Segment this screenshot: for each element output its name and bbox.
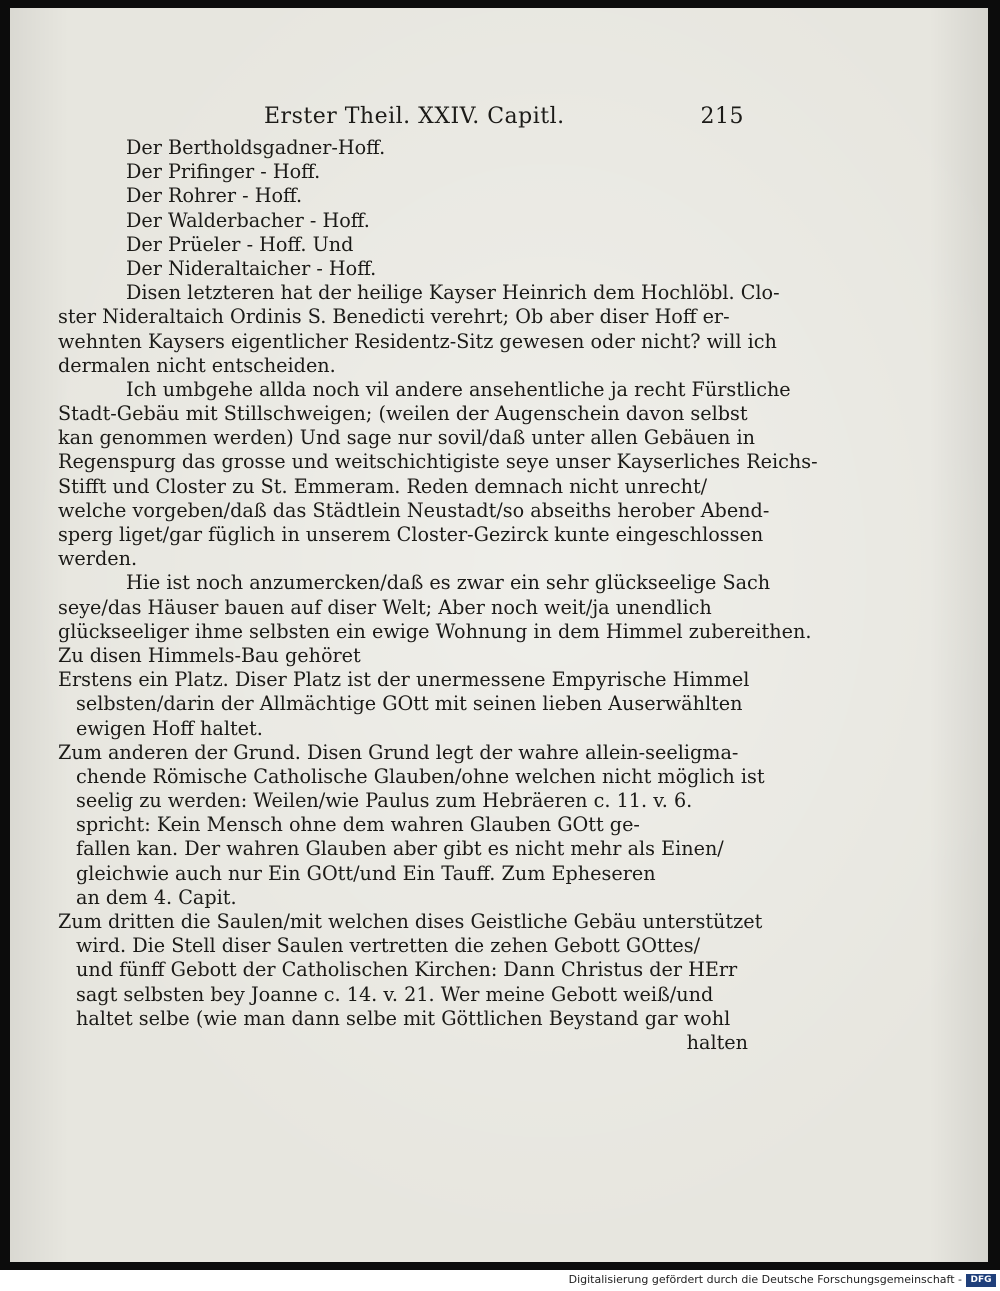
text-line: glückseeliger ihme selbsten ein ewige Wohnung in dem Himmel zubereithen. <box>58 619 812 643</box>
funding-credit: Digitalisierung gefördert durch die Deutsche Forschungsgemeinschaft - <box>568 1273 962 1286</box>
text-line: welche vorgeben/daß das Städtlein Neustadt/so abseiths herober Abend- <box>58 498 770 522</box>
text-line: sperg liget/gar füglich in unserem Closter-Gezirck kunte eingeschlossen <box>58 523 764 546</box>
text-line: Regenspurg das grosse und weitschichtigiste seye unser Kayserliches Reichs- <box>58 450 818 474</box>
page-number: 215 <box>700 104 744 129</box>
digitization-footer <box>0 1270 1000 1291</box>
text-line: Disen letzteren hat der heilige Kayser Heinrich dem Hochlöbl. Clo- <box>126 281 780 305</box>
running-header <box>264 104 744 134</box>
text-line: Zum anderen der Grund. Disen Grund legt der wahre allein-seeligma- <box>58 740 739 764</box>
text-line: Erstens ein Platz. Diser Platz ist der unermessene Empyrische Himmel <box>58 668 750 692</box>
text-line: sagt selbsten bey Joanne c. 14. v. 21. Wer meine Gebott weiß/und <box>76 982 714 1006</box>
text-line: ewigen Hoff haltet. <box>76 716 263 740</box>
text-line: Stifft und Closter zu St. Emmeram. Reden demnach nicht unrecht/ <box>58 474 708 498</box>
text-line: und fünff Gebott der Catholischen Kirchen: Dann Christus der HErr <box>76 958 738 982</box>
text-line: wird. Die Stell diser Saulen vertretten die zehen Gebott GOttes/ <box>76 934 701 958</box>
text-line: gleichwie auch nur Ein GOtt/und Ein Tauff. Zum Epheseren <box>76 861 656 885</box>
text-line: Der Walderbacher - Hoff. <box>126 208 370 232</box>
text-line: Zu disen Himmels-Bau gehöret <box>58 643 361 667</box>
text-line: dermalen nicht entscheiden. <box>58 353 336 377</box>
text-line: werden. <box>58 547 138 571</box>
dfg-logo-icon: DFG <box>966 1274 996 1287</box>
text-line: chende Römische Catholische Glauben/ohne welchen nicht möglich ist <box>76 764 765 788</box>
text-line: Der Prifinger - Hoff. <box>126 160 321 184</box>
text-line: wehnten Kaysers eigentlicher Residentz-Sitz gewesen oder nicht? will ich <box>58 329 777 353</box>
text-line: an dem 4. Capit. <box>76 885 237 909</box>
text-line: seelig zu werden: Weilen/wie Paulus zum Hebräeren c. 11. v. 6. <box>76 789 693 813</box>
text-line: Der Nideraltaicher - Hoff. <box>126 256 377 280</box>
text-line: spricht: Kein Mensch ohne dem wahren Glauben GOtt ge- <box>76 813 640 837</box>
text-line: selbsten/darin der Allmächtige GOtt mit seinen lieben Auserwählten <box>76 692 743 716</box>
text-line: halten <box>686 1030 748 1054</box>
page-body-text <box>58 136 818 1055</box>
text-line: haltet selbe (wie man dann selbe mit Göttlichen Beystand gar wohl <box>76 1006 731 1030</box>
text-line: fallen kan. Der wahren Glauben aber gibt es nicht mehr als Einen/ <box>76 837 724 861</box>
text-line: Der Bertholdsgadner-Hoff. <box>126 136 386 159</box>
text-line: Ich umbgehe allda noch vil andere ansehentliche ja recht Fürstliche <box>126 377 791 401</box>
text-line: Der Prüeler - Hoff. Und <box>126 232 354 256</box>
text-line: Zum dritten die Saulen/mit welchen dises Geistliche Gebäu unterstützet <box>58 910 763 933</box>
text-line: Der Rohrer - Hoff. <box>126 184 303 208</box>
text-line: ster Nideraltaich Ordinis S. Benedicti verehrt; Ob aber diser Hoff er- <box>58 305 730 329</box>
running-title: Erster Theil. XXIV. Capitl. <box>264 104 565 129</box>
text-line: Hie ist noch anzumercken/daß es zwar ein sehr glückseelige Sach <box>126 571 771 595</box>
text-line: Stadt-Gebäu mit Stillschweigen; (weilen der Augenschein davon selbst <box>58 402 748 426</box>
book-page <box>10 8 988 1262</box>
text-line: kan genommen werden) Und sage nur sovil/daß unter allen Gebäuen in <box>58 426 755 450</box>
text-line: seye/das Häuser bauen auf diser Welt; Aber noch weit/ja unendlich <box>58 595 712 619</box>
